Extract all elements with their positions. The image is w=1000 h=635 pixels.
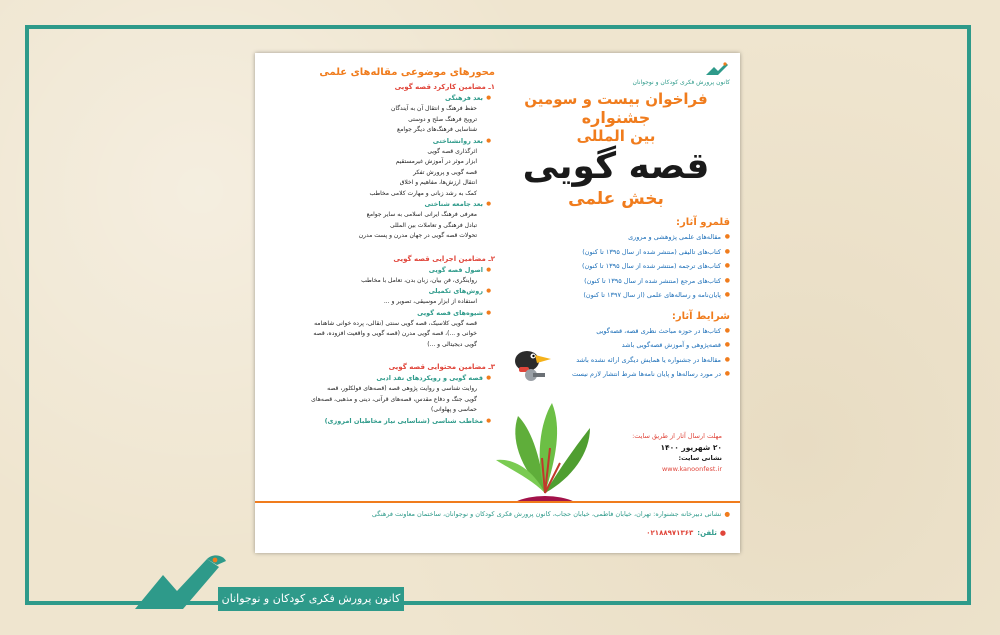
site-url-link[interactable]: www.kanoonfest.ir [661, 465, 722, 473]
list-item: انتقال ارزش‌ها، مفاهیم و اخلاق [399, 179, 477, 186]
headline-festival: جشنواره [581, 108, 651, 127]
list-item: شناسایی فرهنگ‌های دیگر جوامع [397, 126, 477, 133]
headline-international: بین المللی [576, 127, 656, 145]
footer-phone-label: تلفن: [697, 529, 717, 537]
poster-left-column [263, 67, 495, 427]
list-item: ابزار موثر در آموزش غیرمستقیم [395, 158, 477, 165]
conditions-title: شرایط آثار: [671, 310, 730, 322]
list-item: ● مقاله‌ها در جشنواره یا همایش دیگری ارائه نشده باشد [502, 353, 730, 368]
list-item: ● قصه‌پژوهی و آموزش قصه‌گویی باشد [502, 338, 730, 353]
kanoon-logo-icon [704, 61, 730, 77]
list-item: گویی جنگ و دفاع مقدس، قصه‌های قرآنی، دینی و مذهبی، قصه‌های [311, 395, 477, 403]
deadline-label: مهلت ارسال آثار از طریق سایت: [632, 432, 722, 440]
festival-poster [255, 53, 740, 553]
list-item: ● کتاب‌ها در حوزه مباحث نظری قصه، قصه‌گویی [502, 324, 730, 339]
poster-right-column [502, 61, 730, 382]
headline-scientific-section: بخش علمی [568, 189, 664, 209]
list-item: حماسی و پهلوانی) [431, 406, 477, 413]
list-item: ● کتاب‌های تالیفی (منتشر شده از سال ۱۳۹۵ تا کنون) [502, 245, 730, 260]
list-item: ● مقاله‌های علمی پژوهشی و مروری [502, 230, 730, 245]
list-item: ● پایان‌نامه و رساله‌های علمی (از سال ۱۳۹۷ تا کنون) [502, 288, 730, 303]
sec2-category-principles: ● اصول قصه گویی [263, 265, 495, 276]
footer-phone: ●تلفن:۰۲۱۸۸۹۷۱۳۶۳ [646, 529, 726, 537]
topics-title: محورهای موضوعی مقاله‌های علمی [319, 67, 495, 78]
list-item: رواینگری، فن بیان، زبان بدن، تعامل با مخاطب [361, 276, 477, 284]
sec1-category-psychological: ● بعد روانشناختی [263, 136, 495, 147]
list-item: حفظ فرهنگ و انتقال آن به آیندگان [390, 105, 477, 112]
list-item: قصه گویی و پرورش تفکر [413, 168, 477, 176]
sec3-category-audience: ● مخاطب شناسی (شناسایی نیاز مخاطبان امروزی) [263, 416, 495, 427]
list-item: ● کتاب‌های مرجع (منتشر شده از سال ۱۳۹۵ تا کنون) [502, 274, 730, 289]
section-2-title: ۲ـ مضامین اجرایی قصه گویی [393, 254, 495, 263]
poster-logo [502, 61, 730, 86]
poster-footer [255, 501, 740, 553]
list-item: روایت شناسی و روایت پژوهی قصه (قصه‌های فولکلور، قصه [327, 385, 477, 392]
section-1-title: ۱ـ مضامین کارکرد قصه گویی [394, 83, 495, 91]
headline-storytelling: قصه گویی [522, 146, 710, 187]
list-item: تبادل فرهنگی و تعاملات بین المللی [389, 221, 477, 229]
sec1-category-cultural: ● بعد فرهنگی [263, 93, 495, 104]
footer-address: ●نشانی دبیرخانه جشنواره: تهران، خیابان فاطمی، خیابان حجاب، کانون پرورش فکری کودکان و نوجوانان، ساختمان معاونت فرهنگی [371, 510, 730, 518]
list-item: ● کتاب‌های ترجمه (منتشر شده از سال ۱۳۹۵ تا کنون) [502, 259, 730, 274]
kanoon-corner-logo-icon [133, 553, 228, 611]
deadline-date: ۲۰ شهریور ۱۴۰۰ [660, 443, 722, 452]
list-item: قصه گویی کلاسیک، قصه گویی سنتی (نقالی، پرده خوانی شاهنامه [314, 319, 477, 327]
sec2-category-methods: ● شیوه‌های قصه گویی [263, 308, 495, 319]
list-item: ● در مورد رساله‌ها و پایان نامه‌ها شرط انتشار لازم نیست [502, 367, 730, 382]
list-item: ترویج فرهنگ صلح و دوستی [408, 115, 477, 123]
scope-title: قلمرو آثار: [676, 217, 730, 228]
list-item: خوانی و ...)، قصه گویی مدرن (قصه گویی و واقعیت افزوده، قصه [313, 330, 477, 337]
list-item: اثرگذاری قصه گویی [427, 147, 477, 155]
list-item: گویی دیجیتالی و ...) [427, 340, 477, 348]
footer-phone-number: ۰۲۱۸۸۹۷۱۳۶۳ [646, 529, 694, 537]
bird-illustration-icon [505, 341, 553, 383]
list-item: تحولات قصه گویی در جهان مدرن و پست مدرن [358, 232, 477, 239]
corner-logo-label: کانون پرورش فکری کودکان و نوجوانان [218, 587, 404, 611]
headline-call: فراخوان بیست و سومین [524, 90, 708, 108]
site-label: نشانی سایت: [678, 454, 722, 462]
list-item: کمک به رشد زبانی و مهارت کلامی مخاطب [369, 189, 477, 197]
section-3-title: ۳ـ مضامین محتوایی قصه گویی [388, 363, 495, 371]
sec3-category-criticism: ● قصه گویی و رویکردهای نقد ادبی [263, 373, 495, 384]
list-item: معرفی فرهنگ ایرانی اسلامی به سایر جوامع [366, 211, 477, 218]
poster-logo-caption: کانون پرورش فکری کودکان و نوجوانان [632, 79, 730, 86]
scope-list [502, 230, 730, 303]
sec1-category-sociological: ● بعد جامعه شناختی [263, 199, 495, 210]
sec2-category-supplementary: ● روش‌های تکمیلی [263, 286, 495, 297]
list-item: استفاده از ابزار موسیقی، تصویر و ... [383, 298, 477, 305]
deadline-block [592, 431, 722, 475]
